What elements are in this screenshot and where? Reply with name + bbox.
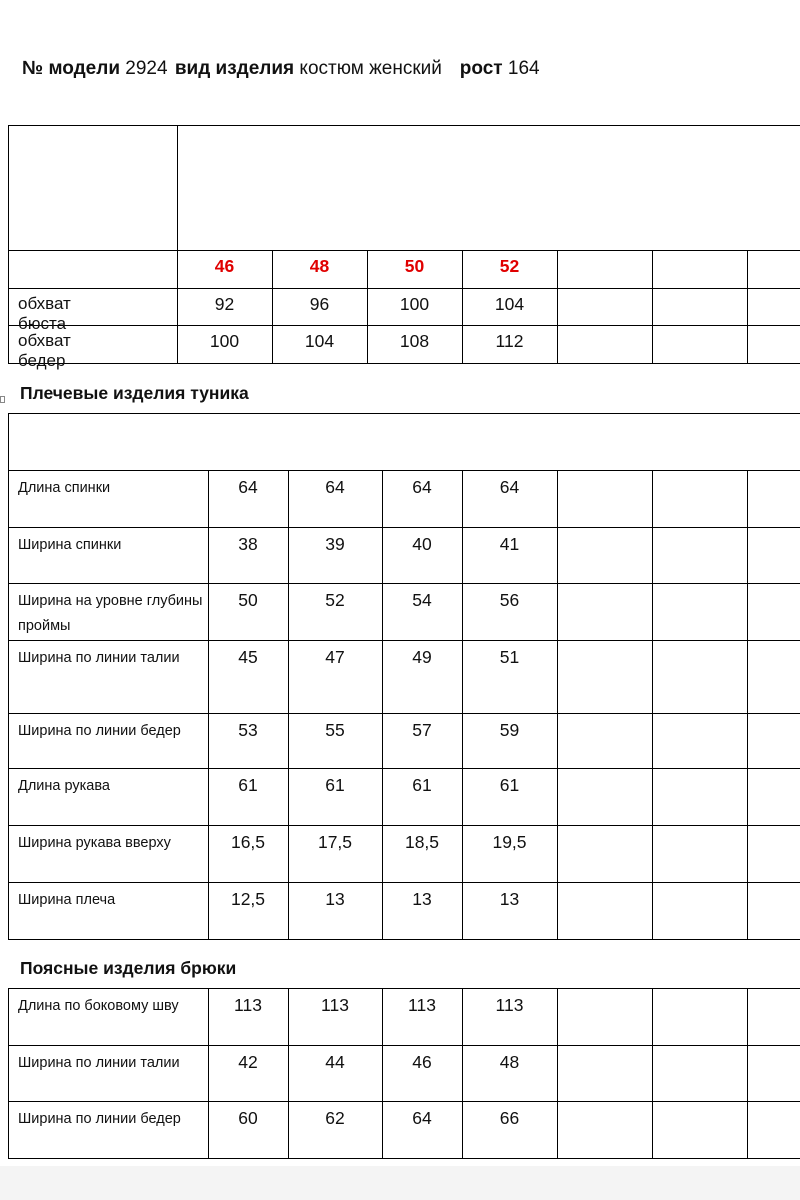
table-cell (747, 325, 800, 364)
measurement-value: 113 (321, 995, 349, 1015)
measurement-value: 46 (412, 1052, 432, 1072)
type-label: вид изделия (174, 58, 295, 79)
size-value: 52 (499, 256, 520, 276)
page-bottom-strip (0, 1166, 800, 1200)
measurement-value: 104 (304, 331, 335, 351)
table-cell (652, 288, 748, 326)
measurement-value: 108 (399, 331, 430, 351)
table-cell (747, 470, 800, 528)
measurement-value: 44 (325, 1052, 345, 1072)
measurement-label: Ширина рукава вверху (18, 835, 171, 851)
measurement-label: Ширина плеча (18, 892, 116, 908)
table-cell (652, 768, 748, 826)
measurement-value: 61 (238, 775, 258, 795)
measurement-value: 13 (325, 889, 345, 909)
table-cell (557, 527, 653, 584)
measurement-value: 64 (499, 477, 520, 497)
measurement-value: 104 (494, 294, 525, 314)
table-cell (557, 470, 653, 528)
section-title-trousers: Поясные изделия брюки (20, 958, 237, 978)
measurement-value: 113 (495, 995, 524, 1015)
measurement-label: обхват бюста (18, 294, 71, 333)
measurement-value: 113 (234, 995, 262, 1015)
size-value: 50 (404, 256, 425, 276)
measurement-label: Длина спинки (18, 480, 111, 496)
measurement-value: 16,5 (230, 832, 266, 852)
size-value: 48 (309, 256, 330, 276)
table-cell (557, 988, 653, 1046)
measurement-value: 49 (412, 647, 432, 667)
measurement-value: 59 (499, 720, 520, 740)
measurement-value: 52 (325, 590, 345, 610)
table-cell (652, 470, 748, 528)
table-cell (652, 640, 748, 714)
measurement-value: 66 (499, 1108, 520, 1128)
table-cell (747, 288, 800, 326)
measurement-label: обхват бедер (18, 331, 71, 370)
model-value: 2924 (125, 58, 168, 79)
measurement-value: 61 (412, 775, 432, 795)
height-label: рост (459, 58, 503, 79)
measurement-value: 64 (412, 1108, 432, 1128)
measurement-value: 96 (309, 294, 330, 314)
measurement-value: 13 (412, 889, 432, 909)
table-cell (557, 825, 653, 883)
table-cell (747, 988, 800, 1046)
measurement-value: 54 (412, 590, 432, 610)
measurement-value: 113 (408, 995, 436, 1015)
table-cell (747, 527, 800, 584)
measurement-label: Ширина по линии талии (18, 1055, 180, 1071)
size-value: 46 (214, 256, 235, 276)
measurement-value: 42 (238, 1052, 258, 1072)
measurement-value: 47 (325, 647, 345, 667)
measurement-value: 100 (399, 294, 430, 314)
section-title-tunic: Плечевые изделия туника (20, 383, 249, 403)
table-cell (652, 583, 748, 641)
measurement-value: 41 (499, 534, 520, 554)
measurement-value: 53 (238, 720, 258, 740)
table-cell (652, 713, 748, 769)
measurement-value: 64 (325, 477, 345, 497)
measurement-label: Ширина по линии бедер (18, 1111, 181, 1127)
table-cell (747, 250, 800, 289)
table-cell (747, 1101, 800, 1159)
table-cell (747, 713, 800, 769)
measurement-value: 61 (325, 775, 345, 795)
empty-header-row (8, 413, 800, 471)
measurement-value: 17,5 (317, 832, 353, 852)
table-cell (747, 1045, 800, 1102)
measurement-value: 112 (495, 331, 524, 351)
measurement-value: 48 (499, 1052, 520, 1072)
table-cell (652, 825, 748, 883)
table-cell (557, 768, 653, 826)
measurement-value: 100 (209, 331, 240, 351)
measurement-value: 92 (214, 294, 235, 314)
measurement-value: 38 (238, 534, 258, 554)
table-cell (652, 527, 748, 584)
table-cell (747, 882, 800, 940)
measurement-value: 18,5 (404, 832, 440, 852)
table-cell (557, 1045, 653, 1102)
measurement-value: 60 (238, 1108, 258, 1128)
table-cell (747, 768, 800, 826)
measurement-value: 55 (325, 720, 345, 740)
measurement-value: 45 (238, 647, 258, 667)
model-label: № модели (22, 58, 120, 79)
table-cell (652, 988, 748, 1046)
measurement-label: Ширина по линии бедер (18, 723, 181, 739)
measurement-value: 57 (412, 720, 432, 740)
table-cell (652, 1101, 748, 1159)
measurement-value: 61 (499, 775, 520, 795)
table-cell (652, 325, 748, 364)
measurement-value: 62 (325, 1108, 345, 1128)
table-move-handle[interactable] (0, 396, 5, 403)
table-cell (557, 713, 653, 769)
table-cell (652, 1045, 748, 1102)
table-cell (652, 250, 748, 289)
table-cell (652, 882, 748, 940)
measurement-value: 64 (412, 477, 432, 497)
measurement-value: 12,5 (230, 889, 266, 909)
table-cell (557, 250, 653, 289)
table-cell (747, 825, 800, 883)
measurement-value: 50 (238, 590, 258, 610)
type-value: костюм женский (299, 58, 442, 79)
measurement-value: 51 (499, 647, 520, 667)
table-cell (557, 640, 653, 714)
measurement-value: 19,5 (492, 832, 527, 852)
measurement-label: Ширина по линии талии (18, 650, 180, 666)
table-cell (747, 583, 800, 641)
measurement-label: Длина рукава (18, 778, 110, 794)
measurement-value: 64 (238, 477, 258, 497)
height-value: 164 (507, 58, 540, 79)
table1-header-rule (8, 125, 800, 251)
measurement-value: 40 (412, 534, 432, 554)
measurement-value: 56 (499, 590, 520, 610)
table-cell (8, 250, 178, 289)
measurement-value: 39 (325, 534, 345, 554)
table-cell (747, 640, 800, 714)
table-cell (557, 288, 653, 326)
measurement-label: Ширина спинки (18, 537, 122, 553)
measurement-label: Длина по боковому шву (18, 998, 179, 1014)
document-header (22, 58, 542, 80)
table-cell (557, 882, 653, 940)
measurement-label: Ширина на уровне глубины проймы (18, 593, 203, 634)
table-cell (557, 583, 653, 641)
table-cell (557, 1101, 653, 1159)
measurement-value: 13 (499, 889, 520, 909)
table-cell (557, 325, 653, 364)
